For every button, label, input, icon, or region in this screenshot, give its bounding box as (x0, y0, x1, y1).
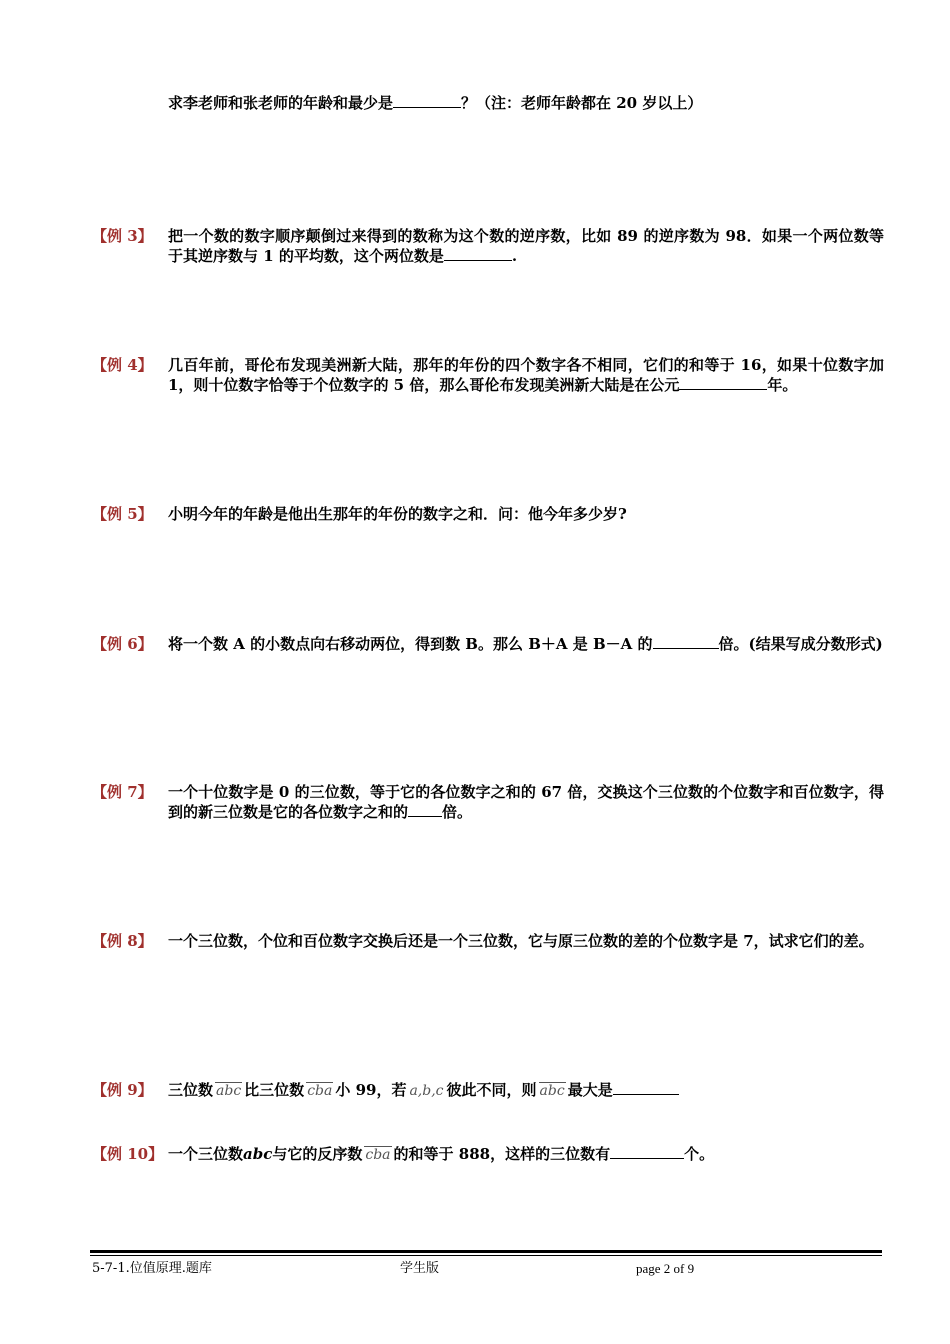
footer-rule-thick (90, 1250, 882, 1253)
example-text-part: 倍。(结果写成分数形式) (718, 635, 883, 653)
answer-blank (408, 802, 442, 817)
example-text (168, 931, 884, 951)
example-text-part: 一个三位数，个位和百位数字交换后还是一个三位数，它与原三位数的差的个位数字是 7，试求它们的差。 (168, 932, 874, 950)
footer-doc-name: 5-7-1.位值原理.题库 (92, 1261, 212, 1276)
example-label: 【例 9】 (92, 1081, 153, 1099)
example-text-part: 小明今年的年龄是他出生那年的年份的数字之和．问：他今年多少岁? (168, 505, 627, 523)
example-text-part: 个。 (684, 1145, 715, 1163)
example-4 (92, 355, 892, 395)
example-text (168, 634, 884, 654)
example-text (168, 226, 884, 266)
example-text-part: 年。 (767, 376, 798, 394)
example-label: 【例 3】 (92, 227, 153, 245)
answer-blank (444, 246, 512, 261)
example-9 (92, 1080, 892, 1101)
example-7 (92, 782, 892, 822)
example-text (168, 504, 884, 524)
example-text (168, 1080, 884, 1101)
example-text-part: 比三位数 (244, 1081, 305, 1099)
overline-number: cba (307, 1083, 333, 1099)
example-label: 【例 4】 (92, 356, 153, 374)
example-text (168, 1144, 884, 1164)
example-text-part: 倍。 (442, 803, 473, 821)
example-text-part: 一个十位数字是 0 的三位数，等于它的各位数字之和的 67 倍，交换这个三位数的个位数字和百位数字，得到的新三位数是它的各位数字之和的 (168, 783, 884, 821)
example-text (168, 355, 884, 395)
example-text-part: . (511, 247, 518, 265)
example-10 (92, 1144, 892, 1164)
variables: a,b,c (409, 1083, 444, 1099)
answer-blank (613, 1080, 679, 1095)
example-label: 【例 7】 (92, 783, 153, 801)
overline-number: abc (539, 1083, 565, 1099)
example-text-part: 将一个数 A 的小数点向右移动两位，得到数 B。那么 B＋A 是 B－A 的 (168, 635, 653, 653)
example-label: 【例 8】 (92, 932, 153, 950)
overline-number: abc (216, 1083, 242, 1099)
answer-blank (393, 93, 461, 108)
example-text-part: 一个三位数 (168, 1145, 244, 1163)
example-text (168, 782, 884, 822)
example-text-part: 几百年前，哥伦布发现美洲新大陆，那年的年份的四个数字各不相同，它们的和等于 16，如果十位数字加 1，则十位数字恰等于个位数字的 5 倍，那么哥伦布发现美洲新大陆是在公元 (168, 356, 884, 394)
footer-page-number: page 2 of 9 (636, 1261, 695, 1276)
intro-question (168, 92, 888, 114)
footer-edition: 学生版 (400, 1261, 440, 1276)
overline-number: cba (365, 1147, 391, 1163)
answer-blank (610, 1144, 684, 1159)
italic-number: abc (243, 1145, 273, 1163)
example-label: 【例 6】 (92, 635, 153, 653)
intro-text-before: 求李老师和张老师的年龄和最少是 (168, 94, 394, 112)
example-text-part: 把一个数的数字顺序颠倒过来得到的数称为这个数的逆序数，比如 89 的逆序数为 98．如果一个两位数等于其逆序数与 1 的平均数，这个两位数是 (168, 227, 884, 265)
example-6 (92, 634, 892, 654)
intro-text-after: ？（注：老师年龄都在 20 岁以上） (461, 94, 703, 112)
example-text-part: 与它的反序数 (272, 1145, 363, 1163)
example-text-part: 最大是 (567, 1081, 613, 1099)
answer-blank (653, 634, 719, 649)
example-8 (92, 931, 892, 951)
example-5 (92, 504, 892, 524)
example-text-part: 的和等于 888，这样的三位数有 (393, 1145, 611, 1163)
example-label: 【例 5】 (92, 505, 153, 523)
example-text-part: 彼此不同，则 (446, 1081, 537, 1099)
example-label: 【例 10】 (92, 1145, 164, 1163)
example-text-part: 小 99，若 (335, 1081, 407, 1099)
example-text-part: 三位数 (168, 1081, 214, 1099)
example-3 (92, 226, 892, 266)
answer-blank (679, 375, 767, 390)
footer-rule-thin (90, 1255, 882, 1256)
